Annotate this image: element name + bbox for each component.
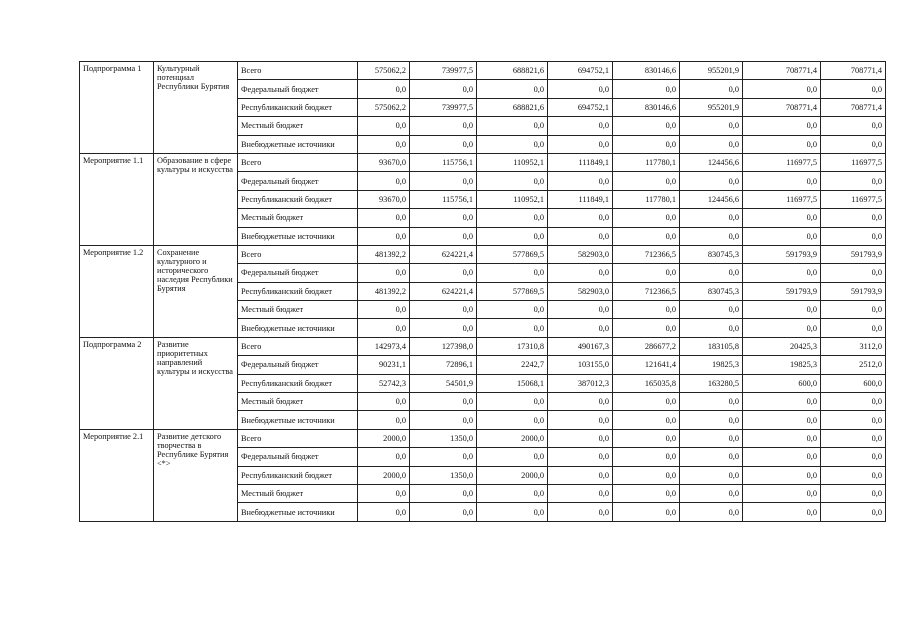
amount-cell: 116977,5	[743, 190, 821, 208]
amount-cell: 481392,2	[358, 282, 410, 300]
amount-cell: 708771,4	[821, 98, 886, 116]
amount-cell: 0,0	[743, 264, 821, 282]
amount-cell: 0,0	[410, 117, 477, 135]
amount-cell: 591793,9	[821, 245, 886, 263]
funding-source-cell: Местный бюджет	[238, 209, 358, 227]
funding-source-cell: Внебюджетные источники	[238, 503, 358, 521]
funding-source-cell: Всего	[238, 62, 358, 80]
amount-cell: 121641,4	[613, 356, 680, 374]
amount-cell: 0,0	[548, 301, 613, 319]
table-row	[80, 62, 886, 80]
amount-cell: 591793,9	[821, 282, 886, 300]
amount-cell: 624221,4	[410, 282, 477, 300]
amount-cell: 0,0	[680, 393, 743, 411]
amount-cell: 19825,3	[743, 356, 821, 374]
amount-cell: 582903,0	[548, 282, 613, 300]
funding-source-cell: Федеральный бюджет	[238, 448, 358, 466]
amount-cell: 0,0	[821, 448, 886, 466]
funding-source-cell: Местный бюджет	[238, 393, 358, 411]
amount-cell: 0,0	[613, 80, 680, 98]
amount-cell: 712366,5	[613, 282, 680, 300]
amount-cell: 0,0	[743, 319, 821, 337]
funding-source-cell: Всего	[238, 153, 358, 171]
amount-cell: 830745,3	[680, 245, 743, 263]
amount-cell: 577869,5	[477, 245, 548, 263]
amount-cell: 1350,0	[410, 466, 477, 484]
program-title-cell: Развитие детского творчества в Республике Бурятия <*>	[154, 429, 238, 521]
budget-table-body	[80, 62, 886, 522]
amount-cell: 183105,8	[680, 337, 743, 355]
amount-cell: 0,0	[477, 448, 548, 466]
amount-cell: 694752,1	[548, 62, 613, 80]
amount-cell: 2242,7	[477, 356, 548, 374]
amount-cell: 124456,6	[680, 153, 743, 171]
amount-cell: 739977,5	[410, 98, 477, 116]
amount-cell: 0,0	[477, 135, 548, 153]
amount-cell: 0,0	[821, 393, 886, 411]
amount-cell: 0,0	[548, 135, 613, 153]
amount-cell: 0,0	[358, 209, 410, 227]
funding-source-cell: Республиканский бюджет	[238, 282, 358, 300]
table-row	[80, 153, 886, 171]
amount-cell: 0,0	[410, 135, 477, 153]
amount-cell: 708771,4	[743, 98, 821, 116]
amount-cell: 830745,3	[680, 282, 743, 300]
amount-cell: 0,0	[821, 319, 886, 337]
amount-cell: 481392,2	[358, 245, 410, 263]
funding-source-cell: Внебюджетные источники	[238, 411, 358, 429]
amount-cell: 0,0	[821, 227, 886, 245]
amount-cell: 117780,1	[613, 153, 680, 171]
amount-cell: 0,0	[358, 301, 410, 319]
amount-cell: 0,0	[548, 448, 613, 466]
program-code-cell: Мероприятие 1.2	[80, 245, 154, 337]
amount-cell: 624221,4	[410, 245, 477, 263]
amount-cell: 591793,9	[743, 282, 821, 300]
amount-cell: 0,0	[358, 117, 410, 135]
funding-source-cell: Республиканский бюджет	[238, 466, 358, 484]
amount-cell: 0,0	[821, 135, 886, 153]
amount-cell: 0,0	[680, 429, 743, 447]
program-code-cell: Мероприятие 1.1	[80, 153, 154, 245]
program-code-cell: Мероприятие 2.1	[80, 429, 154, 521]
amount-cell: 124456,6	[680, 190, 743, 208]
amount-cell: 0,0	[821, 484, 886, 502]
funding-source-cell: Республиканский бюджет	[238, 374, 358, 392]
amount-cell: 0,0	[821, 466, 886, 484]
amount-cell: 0,0	[821, 264, 886, 282]
amount-cell: 0,0	[821, 117, 886, 135]
amount-cell: 0,0	[613, 264, 680, 282]
amount-cell: 830146,6	[613, 98, 680, 116]
amount-cell: 142973,4	[358, 337, 410, 355]
amount-cell: 0,0	[680, 117, 743, 135]
amount-cell: 582903,0	[548, 245, 613, 263]
amount-cell: 0,0	[477, 209, 548, 227]
amount-cell: 0,0	[548, 466, 613, 484]
amount-cell: 0,0	[358, 264, 410, 282]
amount-cell: 739977,5	[410, 62, 477, 80]
table-row	[80, 245, 886, 263]
amount-cell: 0,0	[821, 172, 886, 190]
amount-cell: 0,0	[548, 80, 613, 98]
amount-cell: 116977,5	[743, 153, 821, 171]
amount-cell: 0,0	[410, 301, 477, 319]
amount-cell: 0,0	[477, 484, 548, 502]
amount-cell: 2000,0	[358, 466, 410, 484]
amount-cell: 115756,1	[410, 153, 477, 171]
amount-cell: 0,0	[477, 227, 548, 245]
amount-cell: 110952,1	[477, 153, 548, 171]
amount-cell: 0,0	[680, 411, 743, 429]
amount-cell: 1350,0	[410, 429, 477, 447]
program-title-cell: Культурный потенциал Республики Бурятия	[154, 62, 238, 154]
amount-cell: 0,0	[477, 319, 548, 337]
amount-cell: 90231,1	[358, 356, 410, 374]
amount-cell: 955201,9	[680, 62, 743, 80]
amount-cell: 0,0	[613, 411, 680, 429]
amount-cell: 0,0	[358, 503, 410, 521]
amount-cell: 0,0	[680, 301, 743, 319]
amount-cell: 286677,2	[613, 337, 680, 355]
amount-cell: 0,0	[410, 448, 477, 466]
amount-cell: 0,0	[743, 411, 821, 429]
amount-cell: 0,0	[613, 209, 680, 227]
amount-cell: 0,0	[613, 503, 680, 521]
amount-cell: 0,0	[680, 80, 743, 98]
amount-cell: 116977,5	[821, 190, 886, 208]
amount-cell: 0,0	[548, 484, 613, 502]
funding-source-cell: Федеральный бюджет	[238, 172, 358, 190]
amount-cell: 0,0	[613, 448, 680, 466]
amount-cell: 17310,8	[477, 337, 548, 355]
amount-cell: 0,0	[410, 393, 477, 411]
amount-cell: 0,0	[548, 319, 613, 337]
amount-cell: 0,0	[821, 503, 886, 521]
amount-cell: 0,0	[477, 393, 548, 411]
amount-cell: 0,0	[743, 209, 821, 227]
amount-cell: 688821,6	[477, 98, 548, 116]
amount-cell: 0,0	[477, 411, 548, 429]
amount-cell: 0,0	[680, 484, 743, 502]
amount-cell: 0,0	[613, 135, 680, 153]
funding-source-cell: Внебюджетные источники	[238, 319, 358, 337]
amount-cell: 0,0	[821, 80, 886, 98]
funding-source-cell: Федеральный бюджет	[238, 80, 358, 98]
amount-cell: 0,0	[743, 135, 821, 153]
amount-cell: 0,0	[680, 503, 743, 521]
amount-cell: 0,0	[743, 393, 821, 411]
budget-table	[79, 61, 886, 522]
amount-cell: 490167,3	[548, 337, 613, 355]
amount-cell: 0,0	[358, 319, 410, 337]
amount-cell: 0,0	[410, 503, 477, 521]
funding-source-cell: Всего	[238, 429, 358, 447]
funding-source-cell: Федеральный бюджет	[238, 264, 358, 282]
amount-cell: 2000,0	[477, 466, 548, 484]
funding-source-cell: Всего	[238, 337, 358, 355]
amount-cell: 577869,5	[477, 282, 548, 300]
amount-cell: 0,0	[680, 172, 743, 190]
amount-cell: 0,0	[680, 264, 743, 282]
amount-cell: 0,0	[743, 448, 821, 466]
amount-cell: 111849,1	[548, 190, 613, 208]
amount-cell: 0,0	[743, 80, 821, 98]
amount-cell: 0,0	[410, 484, 477, 502]
amount-cell: 3112,0	[821, 337, 886, 355]
funding-source-cell: Всего	[238, 245, 358, 263]
amount-cell: 0,0	[548, 411, 613, 429]
amount-cell: 2512,0	[821, 356, 886, 374]
amount-cell: 0,0	[410, 411, 477, 429]
funding-source-cell: Внебюджетные источники	[238, 135, 358, 153]
amount-cell: 0,0	[477, 117, 548, 135]
amount-cell: 0,0	[548, 503, 613, 521]
amount-cell: 93670,0	[358, 190, 410, 208]
amount-cell: 0,0	[410, 319, 477, 337]
amount-cell: 0,0	[821, 429, 886, 447]
amount-cell: 830146,6	[613, 62, 680, 80]
amount-cell: 0,0	[358, 448, 410, 466]
amount-cell: 52742,3	[358, 374, 410, 392]
amount-cell: 0,0	[548, 172, 613, 190]
amount-cell: 712366,5	[613, 245, 680, 263]
amount-cell: 19825,3	[680, 356, 743, 374]
amount-cell: 600,0	[821, 374, 886, 392]
amount-cell: 0,0	[680, 448, 743, 466]
amount-cell: 708771,4	[821, 62, 886, 80]
amount-cell: 0,0	[743, 484, 821, 502]
amount-cell: 708771,4	[743, 62, 821, 80]
funding-source-cell: Внебюджетные источники	[238, 227, 358, 245]
amount-cell: 0,0	[743, 503, 821, 521]
amount-cell: 0,0	[613, 301, 680, 319]
amount-cell: 2000,0	[477, 429, 548, 447]
amount-cell: 0,0	[613, 484, 680, 502]
amount-cell: 111849,1	[548, 153, 613, 171]
amount-cell: 0,0	[358, 393, 410, 411]
amount-cell: 694752,1	[548, 98, 613, 116]
program-title-cell: Образование в сфере культуры и искусства	[154, 153, 238, 245]
amount-cell: 72896,1	[410, 356, 477, 374]
program-code-cell: Подпрограмма 1	[80, 62, 154, 154]
table-row	[80, 337, 886, 355]
amount-cell: 0,0	[358, 227, 410, 245]
funding-source-cell: Республиканский бюджет	[238, 98, 358, 116]
amount-cell: 0,0	[548, 227, 613, 245]
amount-cell: 0,0	[548, 264, 613, 282]
amount-cell: 0,0	[680, 209, 743, 227]
amount-cell: 0,0	[477, 301, 548, 319]
amount-cell: 0,0	[358, 80, 410, 98]
amount-cell: 0,0	[613, 393, 680, 411]
amount-cell: 117780,1	[613, 190, 680, 208]
amount-cell: 0,0	[410, 172, 477, 190]
amount-cell: 115756,1	[410, 190, 477, 208]
amount-cell: 0,0	[821, 209, 886, 227]
amount-cell: 0,0	[613, 117, 680, 135]
funding-source-cell: Местный бюджет	[238, 484, 358, 502]
amount-cell: 0,0	[410, 264, 477, 282]
amount-cell: 575062,2	[358, 62, 410, 80]
amount-cell: 103155,0	[548, 356, 613, 374]
amount-cell: 127398,0	[410, 337, 477, 355]
amount-cell: 0,0	[743, 117, 821, 135]
amount-cell: 0,0	[410, 80, 477, 98]
amount-cell: 688821,6	[477, 62, 548, 80]
program-title-cell: Сохранение культурного и исторического наследия Республики Бурятия	[154, 245, 238, 337]
amount-cell: 0,0	[680, 319, 743, 337]
amount-cell: 0,0	[680, 466, 743, 484]
funding-source-cell: Местный бюджет	[238, 117, 358, 135]
table-row	[80, 429, 886, 447]
amount-cell: 0,0	[613, 429, 680, 447]
funding-source-cell: Республиканский бюджет	[238, 190, 358, 208]
amount-cell: 0,0	[680, 135, 743, 153]
amount-cell: 600,0	[743, 374, 821, 392]
amount-cell: 0,0	[410, 209, 477, 227]
program-title-cell: Развитие приоритетных направлений культуры и искусства	[154, 337, 238, 429]
amount-cell: 0,0	[743, 429, 821, 447]
amount-cell: 0,0	[613, 319, 680, 337]
amount-cell: 0,0	[477, 503, 548, 521]
amount-cell: 0,0	[743, 466, 821, 484]
amount-cell: 0,0	[548, 117, 613, 135]
amount-cell: 0,0	[743, 172, 821, 190]
amount-cell: 0,0	[358, 172, 410, 190]
amount-cell: 0,0	[613, 466, 680, 484]
funding-source-cell: Местный бюджет	[238, 301, 358, 319]
amount-cell: 0,0	[548, 429, 613, 447]
amount-cell: 0,0	[548, 393, 613, 411]
amount-cell: 165035,8	[613, 374, 680, 392]
amount-cell: 0,0	[358, 484, 410, 502]
amount-cell: 575062,2	[358, 98, 410, 116]
amount-cell: 591793,9	[743, 245, 821, 263]
amount-cell: 20425,3	[743, 337, 821, 355]
amount-cell: 163280,5	[680, 374, 743, 392]
amount-cell: 0,0	[358, 135, 410, 153]
amount-cell: 2000,0	[358, 429, 410, 447]
amount-cell: 955201,9	[680, 98, 743, 116]
amount-cell: 0,0	[821, 301, 886, 319]
amount-cell: 0,0	[477, 264, 548, 282]
funding-source-cell: Федеральный бюджет	[238, 356, 358, 374]
amount-cell: 0,0	[680, 227, 743, 245]
amount-cell: 0,0	[821, 411, 886, 429]
amount-cell: 15068,1	[477, 374, 548, 392]
amount-cell: 0,0	[358, 411, 410, 429]
amount-cell: 54501,9	[410, 374, 477, 392]
amount-cell: 0,0	[743, 301, 821, 319]
program-code-cell: Подпрограмма 2	[80, 337, 154, 429]
amount-cell: 0,0	[743, 227, 821, 245]
amount-cell: 387012,3	[548, 374, 613, 392]
amount-cell: 0,0	[613, 172, 680, 190]
amount-cell: 110952,1	[477, 190, 548, 208]
amount-cell: 0,0	[477, 80, 548, 98]
amount-cell: 0,0	[410, 227, 477, 245]
amount-cell: 0,0	[548, 209, 613, 227]
amount-cell: 0,0	[613, 227, 680, 245]
amount-cell: 0,0	[477, 172, 548, 190]
amount-cell: 116977,5	[821, 153, 886, 171]
amount-cell: 93670,0	[358, 153, 410, 171]
